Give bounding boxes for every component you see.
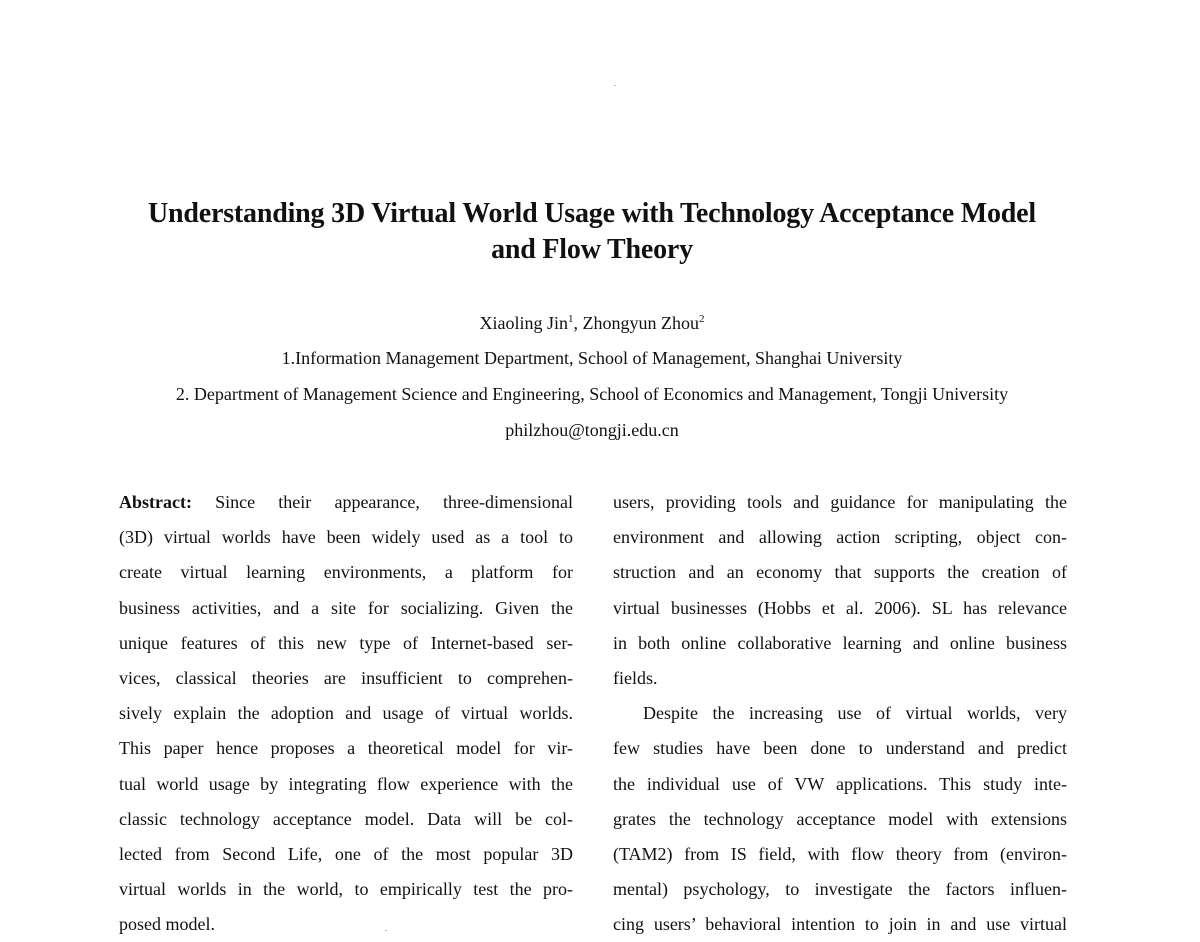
abstract-line: vices, classical theories are insufficient to comprehen-: [119, 667, 573, 688]
body-line: cing users’ behavioral intention to join in and use virtual: [613, 914, 1067, 935]
contact-email: philzhou@tongji.edu.cn: [505, 420, 679, 440]
author-list: [0, 311, 1184, 335]
body-line: virtual businesses (Hobbs et al. 2006). SL has relevance: [613, 597, 1067, 618]
abstract-first-line-text: Since their appearance, three-dimensional: [215, 492, 573, 512]
author-name: Zhongyun Zhou: [582, 313, 699, 333]
abstract-line: This paper hence proposes a theoretical model for vir-: [119, 738, 573, 759]
abstract-line: sively explain the adoption and usage of virtual worlds.: [119, 703, 573, 724]
title-line-1: Understanding 3D Virtual World Usage with Technology Acceptance Model: [148, 198, 1036, 229]
abstract-line: [119, 485, 573, 520]
abstract-column: [119, 485, 573, 942]
body-line: (TAM2) from IS field, with flow theory from (environ-: [613, 843, 1067, 864]
body-line: struction and an economy that supports the creation of: [613, 562, 1067, 583]
abstract-line: virtual worlds in the world, to empirically test the pro-: [119, 879, 573, 900]
body-line: Despite the increasing use of virtual worlds, very: [643, 703, 1067, 724]
abstract-line: lected from Second Life, one of the most popular 3D: [119, 843, 573, 864]
abstract-line: (3D) virtual worlds have been widely used as a tool to: [119, 527, 573, 548]
affiliation-2: 2. Department of Management Science and Engineering, School of Economics and Management, Tongji University: [175, 384, 1009, 404]
abstract-line: classic technology acceptance model. Data will be col-: [119, 808, 573, 829]
author-affiliation-mark: 1: [568, 313, 574, 325]
body-line: fields.: [613, 667, 658, 688]
body-line: grates the technology acceptance model with extensions: [613, 808, 1067, 829]
body-column-right: [613, 485, 1067, 942]
body-line: in both online collaborative learning and online business: [613, 632, 1067, 653]
author-separator: ,: [573, 313, 583, 333]
body-line: users, providing tools and guidance for manipulating the: [613, 492, 1067, 512]
abstract-line: posed model.: [119, 914, 215, 935]
author-name: Xiaoling Jin: [479, 313, 568, 333]
body-line: few studies have been done to understand and predict: [613, 738, 1067, 759]
body-line: environment and allowing action scripting, object con-: [613, 527, 1067, 548]
abstract-line: unique features of this new type of Internet-based ser-: [119, 632, 573, 653]
author-affiliation-mark: 2: [699, 313, 705, 325]
title-line-2: and Flow Theory: [491, 234, 693, 265]
abstract-line: tual world usage by integrating flow experience with the: [119, 773, 573, 794]
affiliation-1: 1.Information Management Department, School of Management, Shanghai University: [281, 348, 903, 368]
paper-title: [0, 196, 1184, 268]
abstract-label: Abstract:: [119, 492, 192, 512]
body-line: mental) psychology, to investigate the factors influen-: [613, 879, 1067, 900]
body-line: the individual use of VW applications. This study inte-: [613, 773, 1067, 794]
scan-speck: [614, 85, 616, 86]
abstract-line: business activities, and a site for socializing. Given the: [119, 597, 573, 618]
abstract-line: create virtual learning environments, a platform for: [119, 562, 573, 583]
